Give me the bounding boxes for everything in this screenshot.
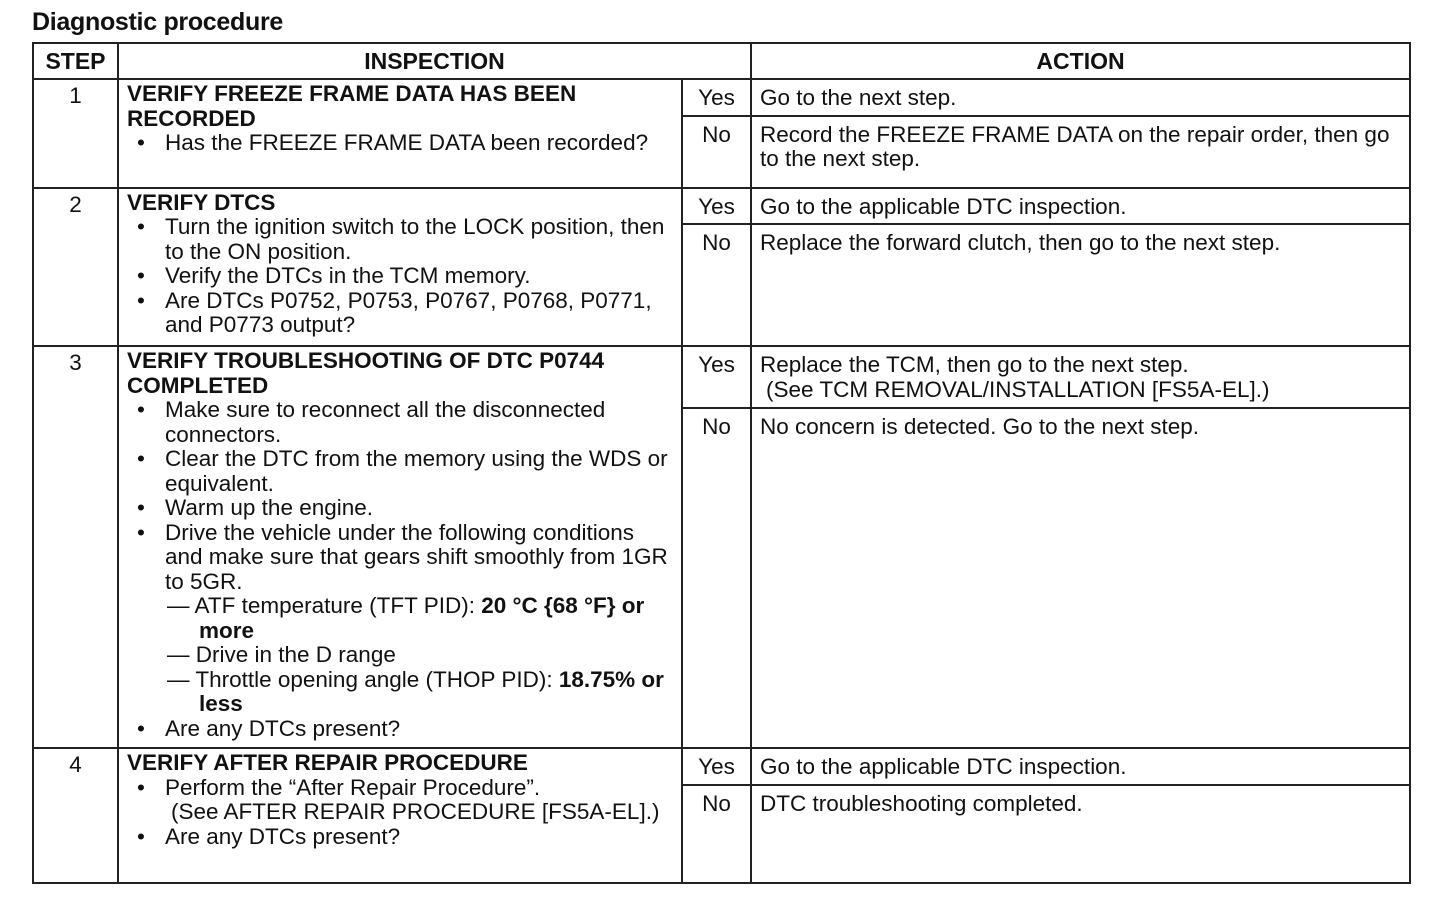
inspection-bullet: • Are DTCs P0752, P0753, P0767, P0768, P0771, and P0773 output? xyxy=(127,289,675,338)
diagnostic-table xyxy=(32,42,1411,884)
no-label: No xyxy=(682,408,751,748)
condition-item xyxy=(167,643,675,668)
yes-label: Yes xyxy=(682,748,751,785)
no-label: No xyxy=(682,224,751,346)
inspection-header: INSPECTION xyxy=(118,43,751,79)
inspection-bullet: • Are any DTCs present? xyxy=(127,717,675,742)
bullet-text: Perform the “After Repair Procedure”. xyxy=(165,774,541,800)
bullet-reference: (See AFTER REPAIR PROCEDURE [FS5A-EL].) xyxy=(171,799,660,824)
action-header: ACTION xyxy=(751,43,1410,79)
page-title: Diagnostic procedure xyxy=(32,8,283,36)
inspection-bullet: • Warm up the engine. xyxy=(127,496,675,521)
yes-action: Go to the next step. xyxy=(751,79,1410,116)
no-action: Record the FREEZE FRAME DATA on the repair order, then go to the next step. xyxy=(751,116,1410,188)
inspection-cell xyxy=(118,748,682,883)
no-action: Replace the forward clutch, then go to the next step. xyxy=(751,224,1410,346)
no-action: DTC troubleshooting completed. xyxy=(751,785,1410,883)
inspection-bullet: • Make sure to reconnect all the disconnected connectors. xyxy=(127,398,675,447)
no-label: No xyxy=(682,116,751,188)
yes-action: Go to the applicable DTC inspection. xyxy=(751,188,1410,225)
condition-text: — Drive in the D range xyxy=(167,642,396,667)
condition-item xyxy=(167,668,675,717)
inspection-bullet: • Are any DTCs present? xyxy=(127,825,675,850)
inspection-cell xyxy=(118,188,682,347)
yes-action: Replace the TCM, then go to the next step. xyxy=(760,352,1189,377)
condition-item xyxy=(167,594,675,643)
yes-action-cell xyxy=(751,346,1410,408)
inspection-title: VERIFY FREEZE FRAME DATA HAS BEEN RECORDED xyxy=(127,81,577,131)
step-3-yes-row xyxy=(33,346,1410,408)
condition-value: 20 °C {68 °F} or more xyxy=(199,593,645,643)
step-number: 4 xyxy=(33,748,118,883)
no-label: No xyxy=(682,785,751,883)
inspection-bullet: • Verify the DTCs in the TCM memory. xyxy=(127,264,675,289)
no-action: No concern is detected. Go to the next step. xyxy=(751,408,1410,748)
yes-action: Go to the applicable DTC inspection. xyxy=(751,748,1410,785)
yes-label: Yes xyxy=(682,188,751,225)
yes-label: Yes xyxy=(682,346,751,408)
bullet-text: Drive the vehicle under the following conditions and make sure that gears shift smoothly from 1GR to 5GR. xyxy=(165,519,668,594)
inspection-bullet xyxy=(127,776,675,825)
step-2-yes-row xyxy=(33,188,1410,225)
step-4-yes-row xyxy=(33,748,1410,785)
inspection-bullet: • Clear the DTC from the memory using the WDS or equivalent. xyxy=(127,447,675,496)
inspection-title: VERIFY AFTER REPAIR PROCEDURE xyxy=(127,750,528,775)
inspection-bullet: • Turn the ignition switch to the LOCK position, then to the ON position. xyxy=(127,215,675,264)
step-number: 2 xyxy=(33,188,118,347)
yes-action-reference: (See TCM REMOVAL/INSTALLATION [FS5A-EL].) xyxy=(766,376,1270,402)
header-row xyxy=(33,43,1410,79)
yes-label: Yes xyxy=(682,79,751,116)
inspection-cell xyxy=(118,346,682,748)
step-number: 1 xyxy=(33,79,118,188)
inspection-bullet xyxy=(127,521,675,717)
inspection-title: VERIFY DTCS xyxy=(127,189,276,215)
condition-text: — ATF temperature (TFT PID): xyxy=(167,593,482,618)
inspection-title: VERIFY TROUBLESHOOTING OF DTC P0744 COMPLETED xyxy=(127,348,605,398)
conditions-list xyxy=(165,594,675,717)
step-header: STEP xyxy=(33,43,118,79)
step-number: 3 xyxy=(33,346,118,748)
condition-value: 18.75% or less xyxy=(199,666,664,716)
step-1-yes-row xyxy=(33,79,1410,116)
condition-text: — Throttle opening angle (THOP PID): xyxy=(167,666,559,692)
inspection-bullet: • Has the FREEZE FRAME DATA been recorded? xyxy=(127,131,675,156)
inspection-cell xyxy=(118,79,682,188)
